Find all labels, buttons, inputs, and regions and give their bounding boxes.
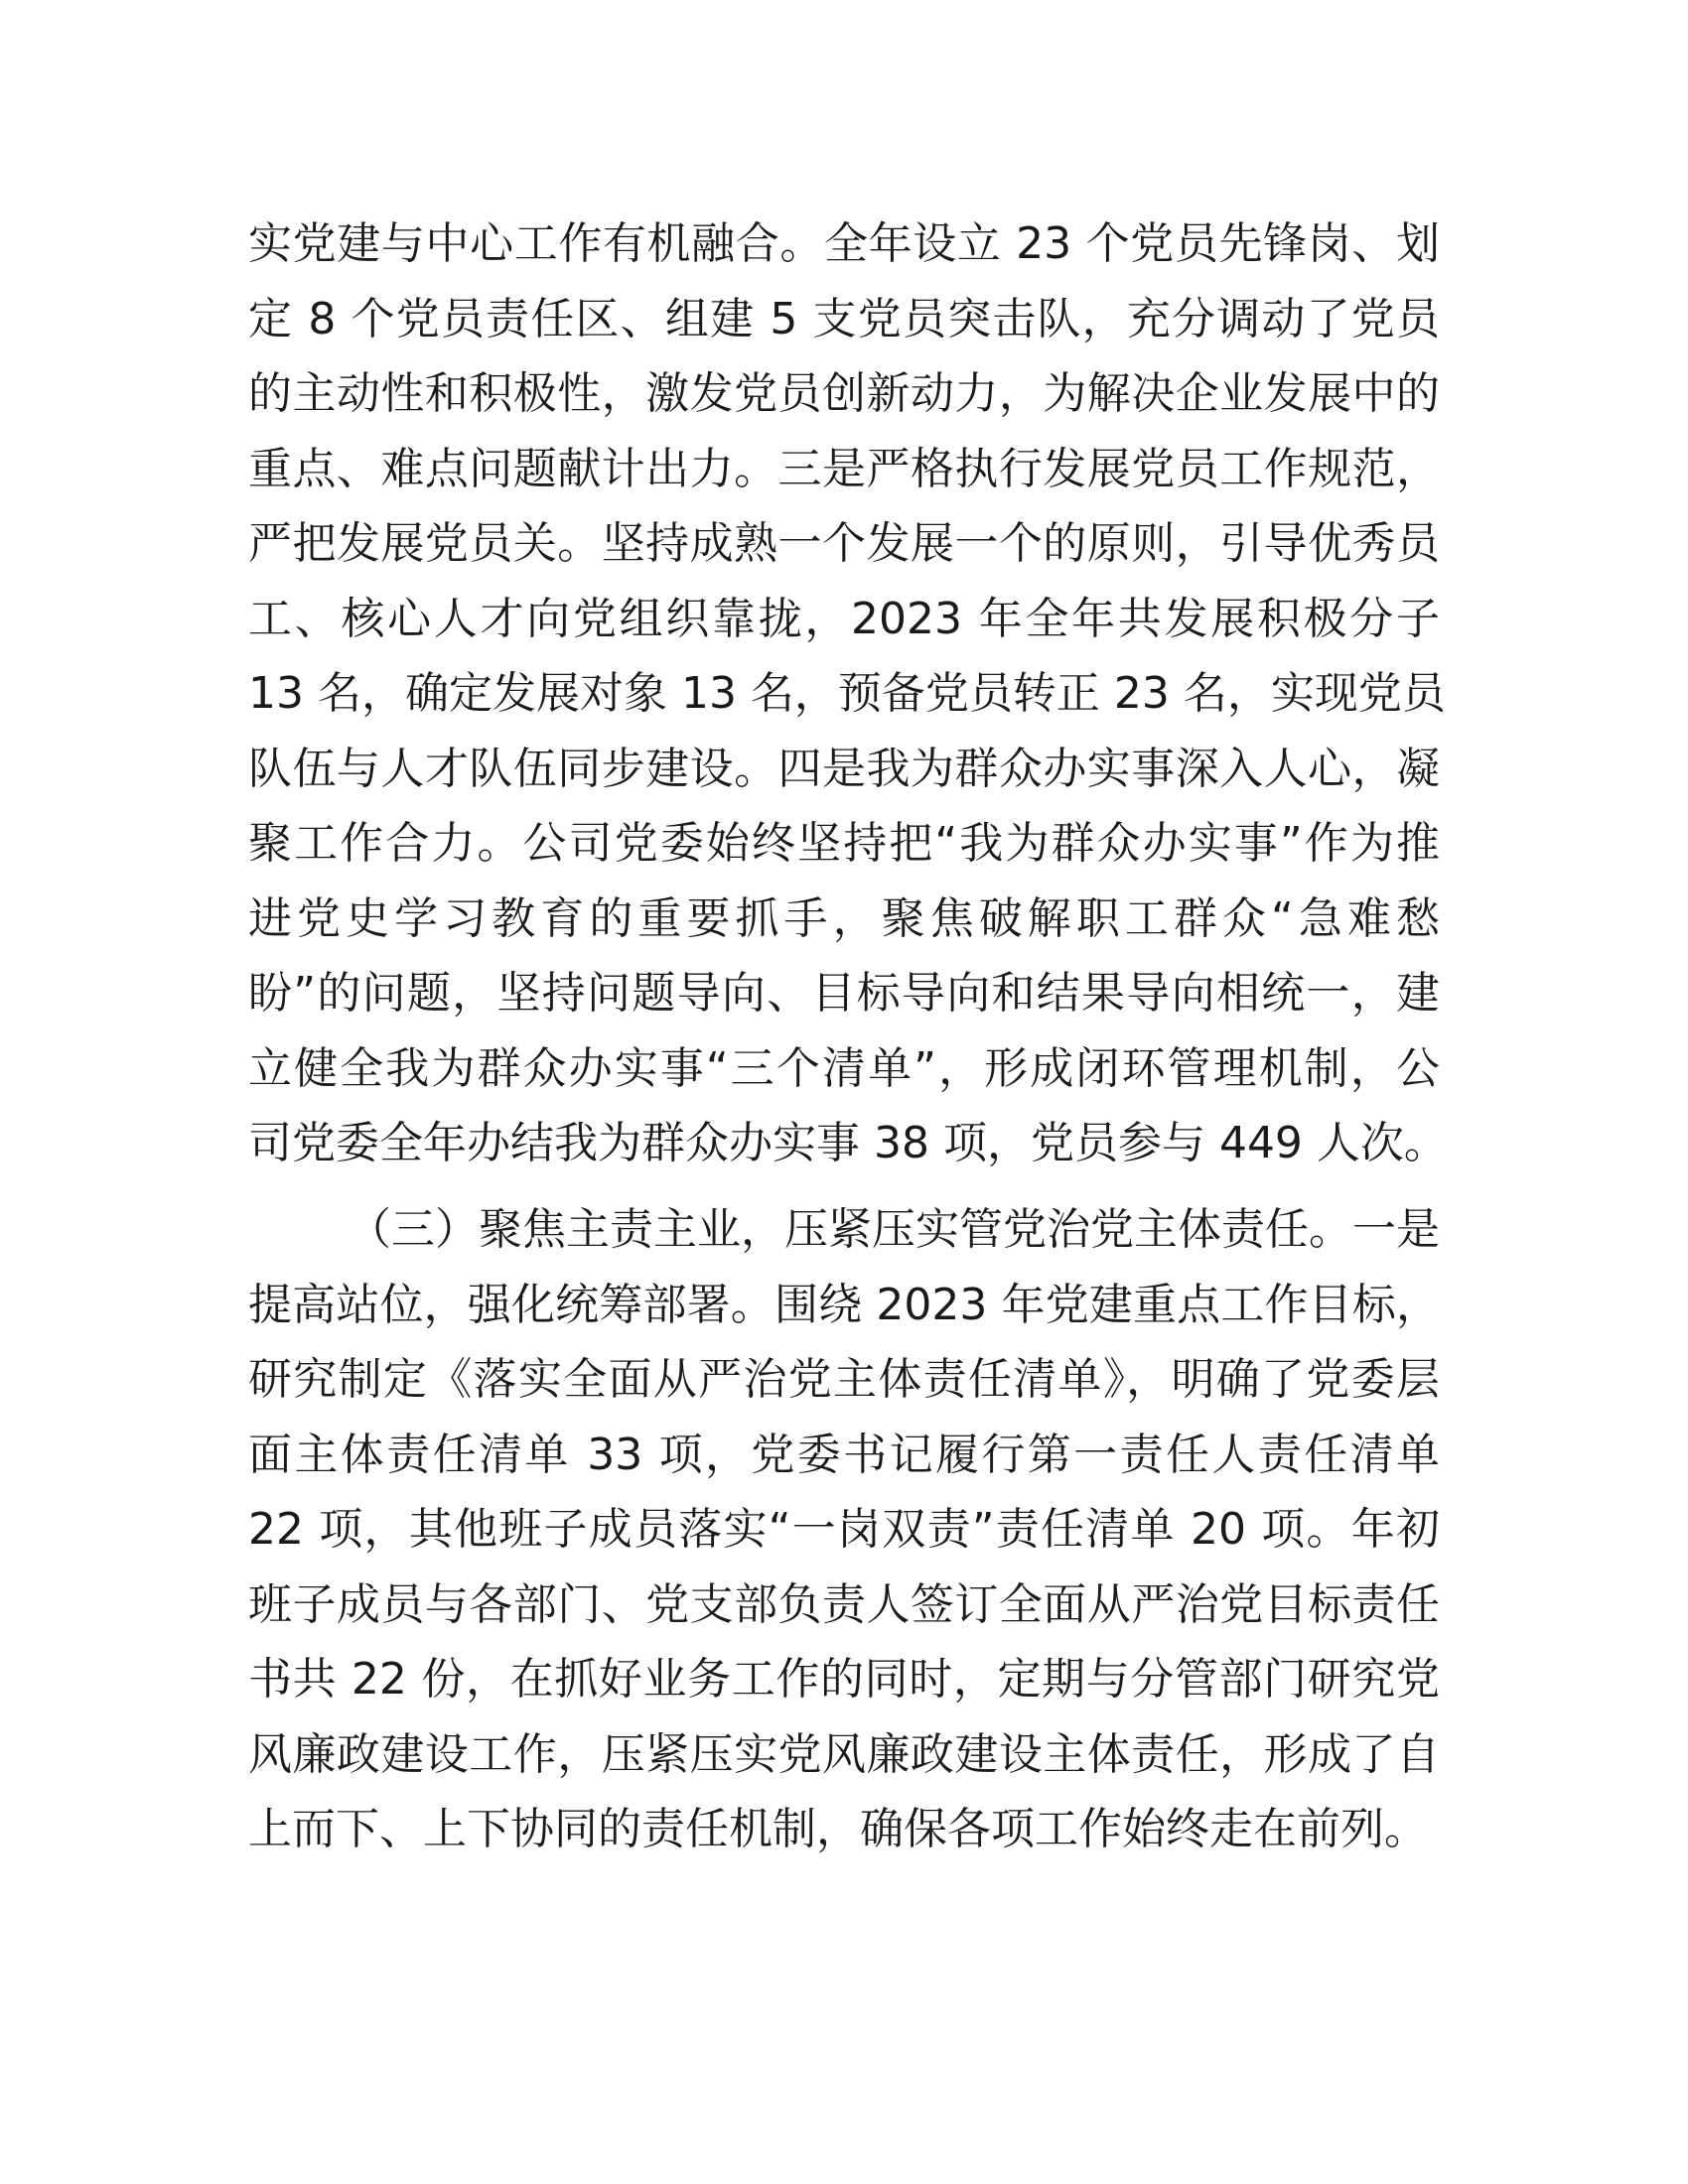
paragraph-line: 重点、难点问题献计出力。三是严格执行发展党员工作规范， (248, 444, 1440, 494)
paragraph-line: 风廉政建设工作，压紧压实党风廉政建设主体责任，形成了自 (248, 1729, 1440, 1780)
paragraph-line: 聚工作合力。公司党委始终坚持把“我为群众办实事”作为推 (248, 818, 1440, 869)
paragraph-line: 实党建与中心工作有机融合。全年设立 23 个党员先锋岗、划 (248, 218, 1440, 269)
paragraph-line: 队伍与人才队伍同步建设。四是我为群众办实事深入人心，凝 (248, 744, 1440, 794)
paragraph-line: 面主体责任清单 33 项，党委书记履行第一责任人责任清单 (248, 1430, 1440, 1480)
paragraph-line: 13 名，确定发展对象 13 名，预备党员转正 23 名，实现党员 (248, 668, 1446, 719)
paragraph-line: （三）聚焦主责主业，压紧压实管党治党主体责任。一是 (348, 1204, 1440, 1255)
paragraph-line: 22 项，其他班子成员落实“一岗双责”责任清单 20 项。年初 (248, 1504, 1440, 1555)
paragraph-line: 上而下、上下协同的责任机制，确保各项工作始终走在前列。 (248, 1804, 1428, 1854)
paragraph-line: 盼”的问题，坚持问题导向、目标导向和结果导向相统一，建 (248, 968, 1440, 1019)
paragraph-line: 书共 22 份，在抓好业务工作的同时，定期与分管部门研究党 (248, 1654, 1440, 1705)
paragraph-line: 工、核心人才向党组织靠拢，2023 年全年共发展积极分子 (248, 594, 1440, 644)
paragraph-line: 进党史学习教育的重要抓手，聚焦破解职工群众“急难愁 (248, 893, 1440, 944)
paragraph-line: 立健全我为群众办实事“三个清单”，形成闭环管理机制，公 (248, 1043, 1440, 1094)
paragraph-line: 研究制定《落实全面从严治党主体责任清单》，明确了党委层 (248, 1354, 1440, 1405)
paragraph-line: 定 8 个党员责任区、组建 5 支党员突击队，充分调动了党员 (248, 294, 1440, 344)
paragraph-line: 班子成员与各部门、党支部负责人签订全面从严治党目标责任 (248, 1579, 1440, 1630)
paragraph-line: 司党委全年办结我为群众办实事 38 项，党员参与 449 人次。 (248, 1118, 1448, 1168)
paragraph-line: 的主动性和积极性，激发党员创新动力，为解决企业发展中的 (248, 368, 1440, 419)
paragraph-line: 提高站位，强化统筹部署。围绕 2023 年党建重点工作目标， (248, 1280, 1440, 1330)
paragraph-line: 严把发展党员关。坚持成熟一个发展一个的原则，引导优秀员 (248, 518, 1440, 569)
